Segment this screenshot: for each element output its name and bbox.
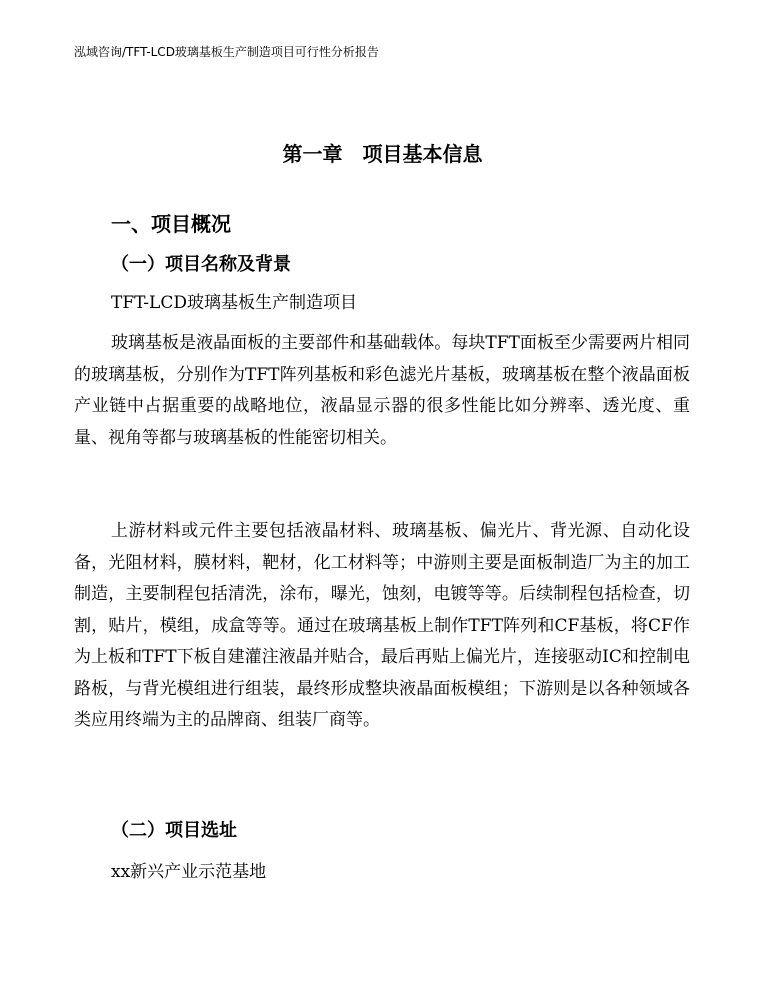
paragraph-industry-chain: 上游材料或元件主要包括液晶材料、玻璃基板、偏光片、背光源、自动化设备，光阻材料，膜材料，靶材，化工材料等；中游则主要是面板制造厂为主的加工制造，主要制程包括清洗，涂布，曝光，蚀刻，电镀等等。后续制程包括检查，切割，贴片，模组，成盒等等。通过在玻璃基板上制作TFT阵列和CF基板，将CF作为上板和TFT下板自建灌注液晶并贴合，最后再贴上偏光片，连接驱动IC和控制电路板，与背光模组进行组装，最终形成整块液晶面板模组；下游则是以各种领域各类应用终端为主的品牌商、组装厂商等。 <box>74 521 690 730</box>
project-site: xx新兴产业示范基地 <box>111 862 267 882</box>
page-header: 泓域咨询/TFT-LCD玻璃基板生产制造项目可行性分析报告 <box>74 45 379 59</box>
section-heading-project-overview: 一、项目概况 <box>111 212 231 236</box>
paragraph-glass-substrate-intro: 玻璃基板是液晶面板的主要部件和基础载体。每块TFT面板至少需要两片相同的玻璃基板，分别作为TFT阵列基板和彩色滤光片基板，玻璃基板在整个液晶面板产业链中占据重要的战略地位，液晶显示器的很多性能比如分辨率、透光度、重量、视角等都与玻璃基板的性能密切相关。 <box>74 333 690 448</box>
subsection-heading-name-background: （一）项目名称及背景 <box>111 254 291 275</box>
chapter-title: 第一章 项目基本信息 <box>282 142 483 166</box>
project-name: TFT-LCD玻璃基板生产制造项目 <box>111 293 357 313</box>
subsection-heading-site: （二）项目选址 <box>111 820 237 841</box>
